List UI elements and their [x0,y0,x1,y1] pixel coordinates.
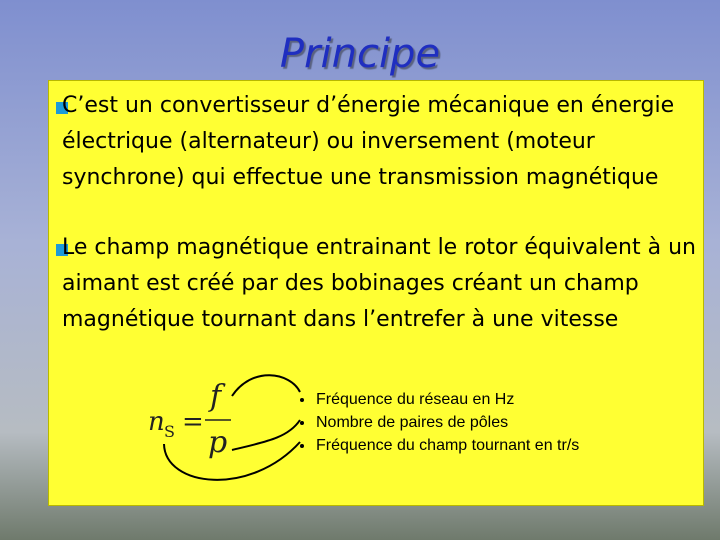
speed-formula [140,372,325,497]
legend-bullet-icon [300,421,304,425]
bullet-text-2: Le champ magnétique entrainant le rotor équivalent à un aimant est créé par des bobinages créant un champ magnétique tournant dans l’entrefer à une vitesse [62,235,696,332]
legend-frequency-network: Fréquence du réseau en Hz [316,391,515,408]
legend-item [300,388,579,411]
formula-numerator: f [210,379,222,414]
arrow-ns-to-legend [164,442,300,480]
formula-lhs-subscript: S [164,422,175,441]
legend-item [300,411,579,434]
formula-denominator: p [208,425,228,460]
legend-item [300,434,579,457]
arrow-f-to-legend [232,375,300,396]
legend-rotating-field-frequency: Fréquence du champ tournant en tr/s [316,437,580,454]
legend-bullet-icon [300,398,304,402]
formula-lhs-variable: n [148,407,165,437]
bullet-text-1: C’est un convertisseur d’énergie mécanique en énergie électrique (alternateur) ou inversement (moteur synchrone) qui effectue une transmission magnétique [62,93,675,190]
formula-graphic [140,372,325,497]
formula-equals: = [182,407,204,437]
arrow-p-to-legend [232,420,300,450]
legend-pole-pairs: Nombre de paires de pôles [316,414,509,431]
slide-title: Principe [279,31,441,77]
legend-bullet-icon [300,444,304,448]
formula-legend [300,388,579,457]
